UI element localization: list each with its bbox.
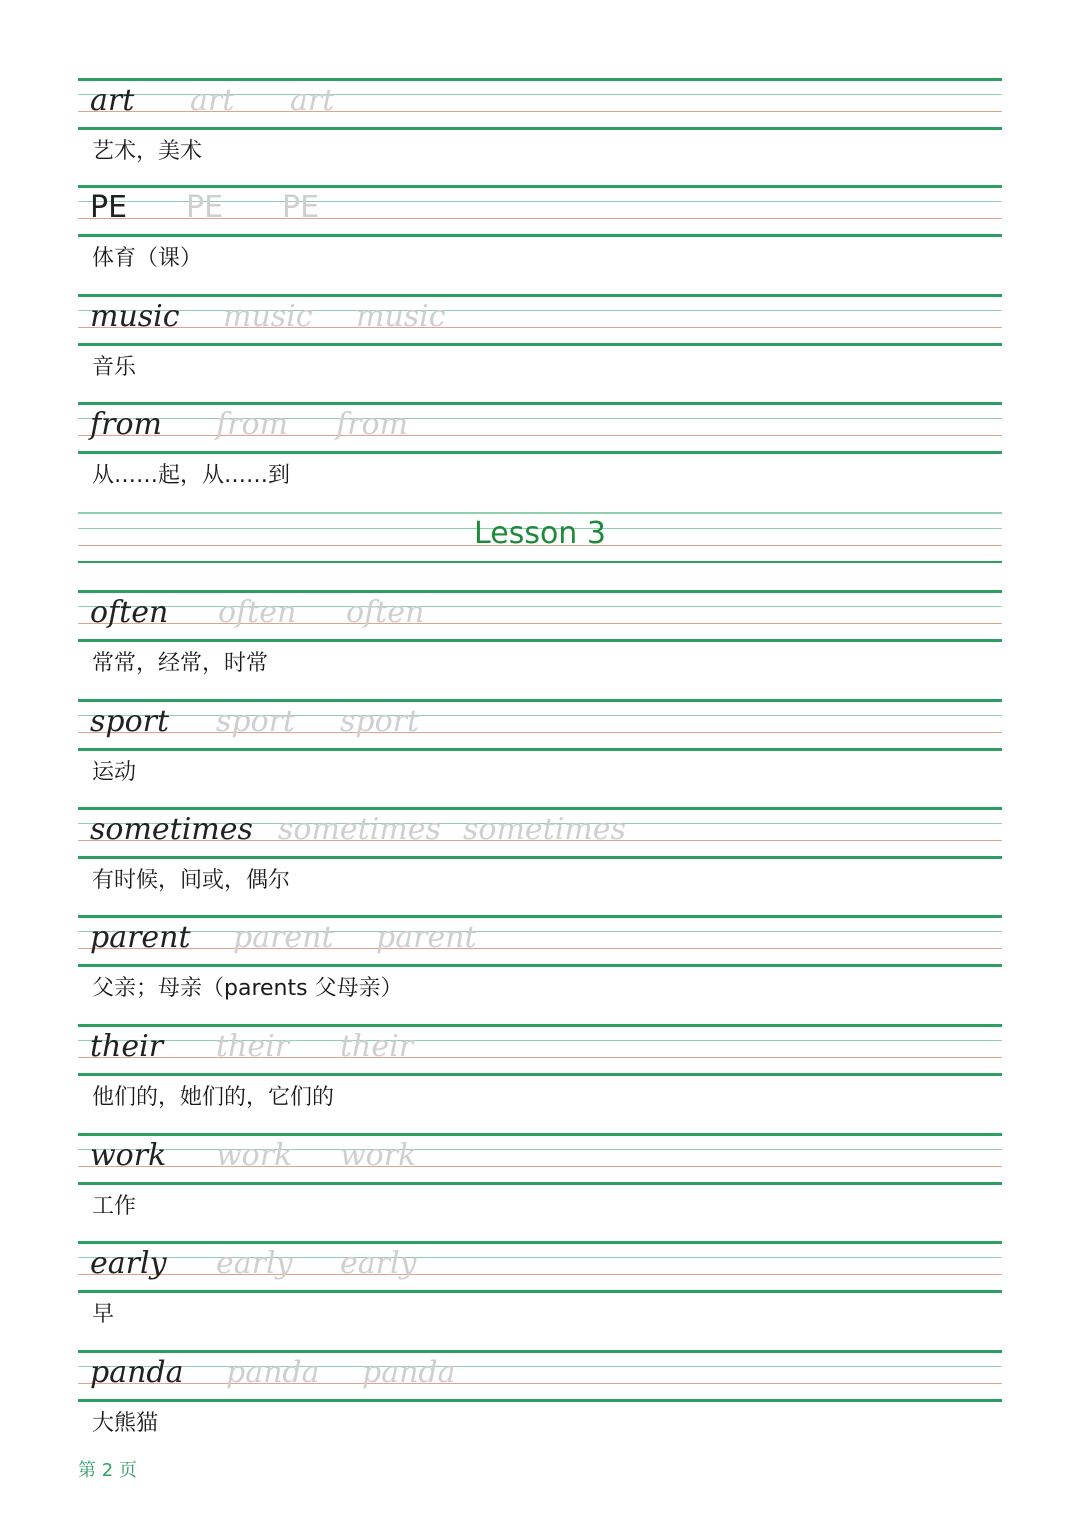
vocab-entry-sport	[78, 699, 1002, 809]
vocab-entry-art	[78, 78, 1002, 188]
vocab-entry-from	[78, 402, 1002, 512]
word-model: often	[90, 595, 169, 630]
word-trace: their	[340, 1029, 414, 1064]
lesson-title: Lesson 3	[474, 516, 606, 551]
word-meaning: 工作	[92, 1194, 137, 1219]
word-trace: often	[218, 595, 297, 630]
handwriting-guide-lines	[78, 1241, 1002, 1293]
word-trace: sport	[216, 704, 296, 739]
handwriting-guide-lines	[78, 915, 1002, 967]
word-trace: panda	[226, 1355, 320, 1390]
handwriting-guide-lines	[78, 807, 1002, 859]
word-trace: parent	[233, 920, 334, 955]
vocab-entry-work	[78, 1133, 1002, 1243]
page-number: 第 2 页	[78, 1460, 137, 1481]
handwriting-guide-lines	[78, 1133, 1002, 1185]
word-model: panda	[90, 1355, 184, 1390]
word-trace: work	[340, 1138, 417, 1173]
word-trace: music	[223, 299, 313, 334]
word-trace: from	[336, 407, 408, 442]
word-trace: from	[216, 407, 288, 442]
word-trace: art	[190, 83, 235, 118]
word-trace: sometimes	[278, 812, 441, 847]
word-model: sometimes	[90, 812, 253, 847]
word-trace: PE	[282, 190, 320, 225]
handwriting-guide-lines	[78, 78, 1002, 130]
word-trace: sometimes	[463, 812, 626, 847]
word-trace: early	[216, 1246, 293, 1281]
vocab-entry-panda	[78, 1350, 1002, 1460]
word-meaning: 常常，经常，时常	[92, 651, 269, 676]
word-model: from	[90, 407, 162, 442]
word-meaning: 运动	[92, 760, 137, 785]
word-meaning: 从……起，从……到	[92, 463, 291, 488]
handwriting-guide-lines	[78, 185, 1002, 237]
handwriting-guide-lines	[78, 1024, 1002, 1076]
handwriting-guide-lines	[78, 294, 1002, 346]
word-trace: panda	[362, 1355, 456, 1390]
word-trace: PE	[186, 190, 224, 225]
word-trace: work	[216, 1138, 293, 1173]
word-meaning: 他们的，她们的，它们的	[92, 1085, 335, 1110]
word-meaning: 有时候，间或，偶尔	[92, 868, 291, 893]
handwriting-guide-lines	[78, 1350, 1002, 1402]
word-meaning: 艺术，美术	[92, 139, 203, 164]
vocab-entry-early	[78, 1241, 1002, 1351]
word-model: early	[90, 1246, 167, 1281]
vocab-entry-parent	[78, 915, 1002, 1025]
word-model: parent	[90, 920, 191, 955]
vocab-entry-pe	[78, 185, 1002, 295]
handwriting-guide-lines	[78, 699, 1002, 751]
word-model: music	[90, 299, 180, 334]
vocab-entry-music	[78, 294, 1002, 404]
word-model: sport	[90, 704, 170, 739]
word-meaning: 音乐	[92, 355, 137, 380]
vocab-entry-sometimes	[78, 807, 1002, 917]
word-trace: music	[356, 299, 446, 334]
vocab-entry-often	[78, 590, 1002, 700]
word-meaning: 父亲；母亲（parents 父母亲）	[92, 976, 403, 1001]
word-trace: art	[290, 83, 335, 118]
word-trace: their	[216, 1029, 290, 1064]
word-meaning: 大熊猫	[92, 1411, 159, 1436]
word-trace: sport	[340, 704, 420, 739]
word-trace: often	[346, 595, 425, 630]
word-model: art	[90, 83, 135, 118]
word-meaning: 体育（课）	[92, 246, 203, 271]
word-model: work	[90, 1138, 167, 1173]
handwriting-guide-lines	[78, 590, 1002, 642]
word-meaning: 早	[92, 1302, 115, 1327]
vocab-entry-their	[78, 1024, 1002, 1134]
word-model: their	[90, 1029, 164, 1064]
word-trace: parent	[376, 920, 477, 955]
lesson-heading-band	[78, 512, 1002, 564]
handwriting-guide-lines	[78, 402, 1002, 454]
word-trace: early	[340, 1246, 417, 1281]
word-model: PE	[90, 190, 128, 225]
